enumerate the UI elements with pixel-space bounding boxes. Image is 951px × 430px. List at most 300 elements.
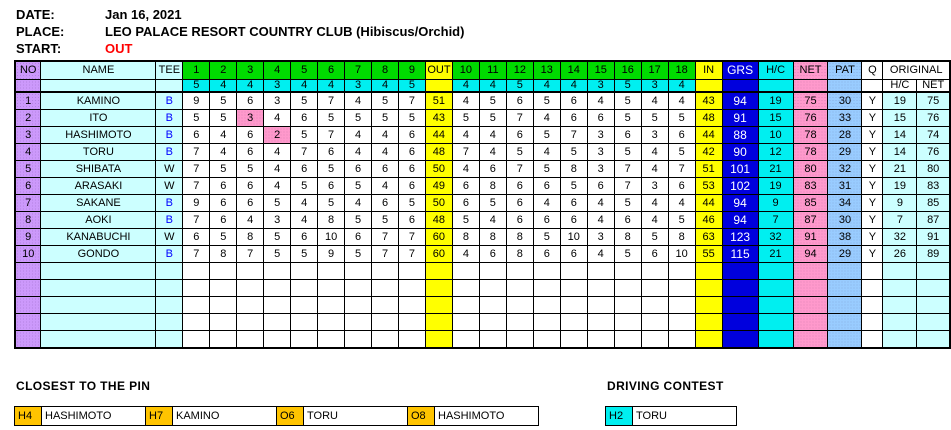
- empty-row: [15, 314, 950, 331]
- out-header: OUT: [425, 61, 452, 80]
- empty-score-cell: [533, 314, 560, 331]
- empty-score-cell: [398, 314, 425, 331]
- q-cell: Y: [862, 92, 883, 110]
- empty-score-cell: [560, 314, 587, 331]
- score-cell: 5: [560, 144, 587, 161]
- score-cell: 5: [479, 110, 506, 127]
- score-cell: 8: [237, 229, 264, 246]
- q-cell: Y: [862, 110, 883, 127]
- hole-header: 15: [587, 61, 614, 80]
- empty-score-cell: [210, 314, 237, 331]
- score-cell: 7: [452, 144, 479, 161]
- q-cell: Y: [862, 144, 883, 161]
- hole-header: 18: [668, 61, 695, 80]
- empty-score-cell: [264, 263, 291, 280]
- empty-pat-cell: [828, 297, 862, 314]
- empty-grs-cell: [722, 314, 758, 331]
- pat-cell: 38: [828, 229, 862, 246]
- empty-score-cell: [479, 331, 506, 349]
- driving-contest-strip: [605, 406, 737, 426]
- empty-q-cell: [862, 263, 883, 280]
- score-cell: 6: [345, 229, 372, 246]
- q-header: Q: [862, 61, 883, 80]
- orig-hc-cell: 7: [883, 212, 917, 229]
- player-row: [15, 110, 950, 127]
- score-cell: 7: [237, 246, 264, 263]
- score-cell: 10: [668, 246, 695, 263]
- player-row: [15, 246, 950, 263]
- empty-q-cell: [862, 314, 883, 331]
- empty-score-cell: [641, 314, 668, 331]
- empty-score-cell: [452, 263, 479, 280]
- player-no-cell: 7: [15, 195, 41, 212]
- empty-score-cell: [614, 331, 641, 349]
- score-cell: 6: [291, 229, 318, 246]
- in-cell: 44: [695, 127, 722, 144]
- out-cell: 48: [425, 144, 452, 161]
- empty-score-cell: [668, 280, 695, 297]
- par-cell: 4: [560, 80, 587, 93]
- score-cell: 6: [614, 212, 641, 229]
- score-cell: 3: [587, 127, 614, 144]
- hc-cell: 19: [758, 92, 793, 110]
- orig-hc-cell: 32: [883, 229, 917, 246]
- score-cell: 4: [372, 127, 399, 144]
- score-cell: 3: [587, 144, 614, 161]
- empty-score-cell: [641, 331, 668, 349]
- score-cell: 6: [237, 127, 264, 144]
- orig-net-subheader: NET: [917, 80, 950, 93]
- grs-cell: 94: [722, 195, 758, 212]
- player-no-cell: 10: [15, 246, 41, 263]
- tee-cell: B: [156, 127, 183, 144]
- score-cell: 5: [452, 212, 479, 229]
- hole-header: 5: [291, 61, 318, 80]
- par-cell: 4: [291, 80, 318, 93]
- hole-header: 14: [560, 61, 587, 80]
- contest-winner-name: TORU: [303, 406, 408, 426]
- score-cell: 2: [264, 127, 291, 144]
- score-cell: 8: [506, 246, 533, 263]
- empty-onet-cell: [917, 297, 950, 314]
- hole-header: 16: [614, 61, 641, 80]
- player-no-cell: 5: [15, 161, 41, 178]
- score-cell: 7: [398, 92, 425, 110]
- empty-score-cell: [345, 263, 372, 280]
- score-cell: 5: [318, 110, 345, 127]
- empty-score-cell: [264, 331, 291, 349]
- player-no-cell: 1: [15, 92, 41, 110]
- empty-score-cell: [560, 263, 587, 280]
- in-cell: 48: [695, 110, 722, 127]
- empty-score-cell: [641, 297, 668, 314]
- in-cell: 42: [695, 144, 722, 161]
- empty-grs-cell: [722, 263, 758, 280]
- score-cell: 5: [210, 110, 237, 127]
- score-cell: 6: [345, 161, 372, 178]
- hole-header: 10: [452, 61, 479, 80]
- name-header: NAME: [41, 61, 156, 80]
- score-cell: 5: [372, 110, 399, 127]
- score-cell: 5: [614, 246, 641, 263]
- empty-pat-cell: [828, 314, 862, 331]
- empty-score-cell: [398, 280, 425, 297]
- score-cell: 7: [614, 178, 641, 195]
- net-cell: 75: [793, 92, 828, 110]
- empty-tee-cell: [156, 263, 183, 280]
- empty-score-cell: [291, 280, 318, 297]
- contest-hole-tag: H7: [145, 406, 173, 426]
- empty-no-cell: [15, 314, 41, 331]
- score-cell: 6: [210, 212, 237, 229]
- empty-onet-cell: [917, 314, 950, 331]
- net-cell: 91: [793, 229, 828, 246]
- empty-score-cell: [210, 263, 237, 280]
- in-cell: 44: [695, 195, 722, 212]
- score-cell: 5: [210, 229, 237, 246]
- contests-section: [14, 379, 951, 426]
- empty-score-cell: [452, 314, 479, 331]
- orig-hc-cell: 26: [883, 246, 917, 263]
- driving-contest-title: DRIVING CONTEST: [607, 379, 724, 393]
- empty-score-cell: [506, 331, 533, 349]
- player-name-cell: KANABUCHI: [41, 229, 156, 246]
- orig-hc-subheader: H/C: [883, 80, 917, 93]
- score-cell: 8: [560, 161, 587, 178]
- net-header: NET: [793, 61, 828, 80]
- q-cell: Y: [862, 178, 883, 195]
- empty-onet-cell: [917, 331, 950, 349]
- score-cell: 5: [479, 195, 506, 212]
- score-cell: 5: [668, 144, 695, 161]
- score-cell: 5: [641, 229, 668, 246]
- score-cell: 5: [533, 127, 560, 144]
- q-cell: Y: [862, 229, 883, 246]
- score-cell: 6: [398, 212, 425, 229]
- empty-net-cell: [793, 280, 828, 297]
- score-cell: 8: [452, 229, 479, 246]
- score-cell: 4: [452, 161, 479, 178]
- hc-header: H/C: [758, 61, 793, 80]
- date-row: [16, 6, 951, 23]
- player-row: [15, 178, 950, 195]
- pat-cell: 32: [828, 161, 862, 178]
- out-cell: 50: [425, 195, 452, 212]
- score-cell: 6: [291, 161, 318, 178]
- empty-score-cell: [264, 314, 291, 331]
- empty-score-cell: [291, 297, 318, 314]
- orig-net-cell: 76: [917, 144, 950, 161]
- hc-cell: 10: [758, 127, 793, 144]
- score-cell: 5: [291, 246, 318, 263]
- empty-pat-cell: [828, 263, 862, 280]
- score-cell: 4: [452, 92, 479, 110]
- score-cell: 7: [614, 161, 641, 178]
- score-cell: 4: [452, 127, 479, 144]
- score-cell: 9: [183, 195, 210, 212]
- empty-ohc-cell: [883, 314, 917, 331]
- empty-score-cell: [614, 314, 641, 331]
- score-cell: 5: [237, 161, 264, 178]
- score-cell: 6: [668, 178, 695, 195]
- player-name-cell: HASHIMOTO: [41, 127, 156, 144]
- empty-score-cell: [479, 280, 506, 297]
- hc-cell: 32: [758, 229, 793, 246]
- score-cell: 8: [479, 178, 506, 195]
- score-cell: 4: [264, 161, 291, 178]
- score-cell: 6: [479, 161, 506, 178]
- empty-name-cell: [41, 331, 156, 349]
- out-cell: 43: [425, 110, 452, 127]
- score-cell: 4: [479, 212, 506, 229]
- pat-cell: 30: [828, 212, 862, 229]
- player-name-cell: SAKANE: [41, 195, 156, 212]
- par-cell: 4: [318, 80, 345, 93]
- par-cell: 4: [668, 80, 695, 93]
- empty-score-cell: [506, 263, 533, 280]
- score-cell: 4: [641, 212, 668, 229]
- score-cell: 4: [291, 195, 318, 212]
- score-cell: 6: [506, 195, 533, 212]
- score-cell: 3: [587, 229, 614, 246]
- place-value: LEO PALACE RESORT COUNTRY CLUB (Hibiscus/Orchid): [105, 24, 465, 39]
- empty-name-cell: [41, 263, 156, 280]
- contest-winner-name: TORU: [632, 406, 737, 426]
- empty-score-cell: [372, 314, 399, 331]
- empty-score-cell: [210, 280, 237, 297]
- empty-score-cell: [318, 297, 345, 314]
- empty-score-cell: [291, 263, 318, 280]
- tee-header: TEE: [156, 61, 183, 80]
- in-cell: 55: [695, 246, 722, 263]
- out-cell: 51: [425, 92, 452, 110]
- empty-score-cell: [641, 280, 668, 297]
- score-cell: 8: [318, 212, 345, 229]
- par-row: [15, 80, 950, 93]
- score-cell: 7: [183, 161, 210, 178]
- score-cell: 5: [641, 110, 668, 127]
- par-cell: 4: [533, 80, 560, 93]
- score-cell: 7: [183, 246, 210, 263]
- score-cell: 6: [533, 178, 560, 195]
- hole-header: 2: [210, 61, 237, 80]
- orig-net-cell: 85: [917, 195, 950, 212]
- empty-in-cell: [695, 280, 722, 297]
- empty-grs-cell: [722, 280, 758, 297]
- empty-score-cell: [345, 331, 372, 349]
- score-cell: 5: [614, 92, 641, 110]
- score-cell: 4: [668, 195, 695, 212]
- tee-cell: B: [156, 212, 183, 229]
- empty-name-cell: [41, 297, 156, 314]
- hc-cell: 21: [758, 246, 793, 263]
- empty-tee-cell: [156, 331, 183, 349]
- start-value: OUT: [105, 41, 133, 56]
- empty-grs-cell: [722, 331, 758, 349]
- score-cell: 7: [560, 127, 587, 144]
- score-cell: 4: [264, 178, 291, 195]
- par-cell: 4: [452, 80, 479, 93]
- par-cell: 3: [264, 80, 291, 93]
- score-cell: 5: [345, 212, 372, 229]
- score-cell: 5: [614, 144, 641, 161]
- empty-score-cell: [587, 263, 614, 280]
- q-cell: Y: [862, 212, 883, 229]
- tee-cell: W: [156, 161, 183, 178]
- date-value: Jan 16, 2021: [105, 7, 182, 22]
- score-cell: 4: [291, 212, 318, 229]
- player-row: [15, 144, 950, 161]
- empty-score-cell: [560, 280, 587, 297]
- score-cell: 5: [398, 110, 425, 127]
- out-cell: 60: [425, 246, 452, 263]
- pat-cell: 30: [828, 92, 862, 110]
- empty-score-cell: [372, 331, 399, 349]
- empty-row: [15, 331, 950, 349]
- empty-hc-cell: [758, 280, 793, 297]
- empty-row: [15, 280, 950, 297]
- header-row: [15, 61, 950, 80]
- contest-hole-tag: O6: [276, 406, 304, 426]
- score-cell: 6: [560, 195, 587, 212]
- empty-ohc-cell: [883, 297, 917, 314]
- empty-score-cell: [560, 297, 587, 314]
- par-pat-cell: [828, 80, 862, 93]
- score-cell: 3: [264, 212, 291, 229]
- empty-score-cell: [237, 297, 264, 314]
- score-cell: 6: [533, 246, 560, 263]
- empty-ohc-cell: [883, 280, 917, 297]
- score-cell: 6: [291, 110, 318, 127]
- score-cell: 6: [560, 92, 587, 110]
- empty-score-cell: [533, 297, 560, 314]
- score-cell: 5: [264, 229, 291, 246]
- score-cell: 6: [452, 178, 479, 195]
- net-cell: 83: [793, 178, 828, 195]
- score-cell: 4: [345, 92, 372, 110]
- score-cell: 6: [372, 161, 399, 178]
- score-cell: 9: [183, 92, 210, 110]
- empty-score-cell: [291, 331, 318, 349]
- empty-row: [15, 297, 950, 314]
- empty-pat-cell: [828, 280, 862, 297]
- empty-score-cell: [614, 297, 641, 314]
- score-cell: 6: [398, 178, 425, 195]
- empty-score-cell: [533, 280, 560, 297]
- score-cell: 5: [372, 92, 399, 110]
- score-cell: 4: [533, 144, 560, 161]
- empty-ohc-cell: [883, 331, 917, 349]
- player-row: [15, 195, 950, 212]
- par-cell: 4: [372, 80, 399, 93]
- empty-score-cell: [479, 263, 506, 280]
- score-cell: 6: [560, 246, 587, 263]
- empty-score-cell: [372, 297, 399, 314]
- score-cell: 6: [506, 127, 533, 144]
- empty-out-cell: [425, 297, 452, 314]
- player-no-cell: 8: [15, 212, 41, 229]
- score-cell: 6: [452, 195, 479, 212]
- score-cell: 5: [345, 246, 372, 263]
- pat-header: PAT: [828, 61, 862, 80]
- in-header: IN: [695, 61, 722, 80]
- contest-hole-tag: H2: [605, 406, 633, 426]
- grs-cell: 101: [722, 161, 758, 178]
- score-cell: 6: [533, 212, 560, 229]
- empty-score-cell: [452, 297, 479, 314]
- score-cell: 6: [398, 127, 425, 144]
- score-cell: 7: [398, 246, 425, 263]
- par-cell: 3: [587, 80, 614, 93]
- score-cell: 9: [318, 246, 345, 263]
- hole-header: 13: [533, 61, 560, 80]
- empty-score-cell: [210, 297, 237, 314]
- score-cell: 5: [614, 110, 641, 127]
- empty-pat-cell: [828, 331, 862, 349]
- grs-cell: 115: [722, 246, 758, 263]
- empty-score-cell: [587, 314, 614, 331]
- no-header: NO: [15, 61, 41, 80]
- empty-score-cell: [668, 297, 695, 314]
- score-cell: 4: [668, 92, 695, 110]
- par-cell: 5: [614, 80, 641, 93]
- in-cell: 43: [695, 92, 722, 110]
- out-cell: 48: [425, 212, 452, 229]
- grs-cell: 88: [722, 127, 758, 144]
- score-cell: 6: [237, 195, 264, 212]
- closest-pin-section: [14, 379, 539, 426]
- par-cell: 5: [398, 80, 425, 93]
- empty-score-cell: [506, 297, 533, 314]
- empty-score-cell: [318, 314, 345, 331]
- start-label: START:: [16, 41, 62, 56]
- score-cell: 6: [668, 127, 695, 144]
- empty-score-cell: [210, 331, 237, 349]
- q-cell: Y: [862, 161, 883, 178]
- contest-winner-name: KAMINO: [172, 406, 277, 426]
- score-cell: 5: [560, 178, 587, 195]
- score-cell: 4: [452, 246, 479, 263]
- net-cell: 87: [793, 212, 828, 229]
- grs-cell: 102: [722, 178, 758, 195]
- score-cell: 6: [237, 178, 264, 195]
- empty-score-cell: [237, 331, 264, 349]
- empty-tee-cell: [156, 314, 183, 331]
- hc-cell: 19: [758, 178, 793, 195]
- in-cell: 63: [695, 229, 722, 246]
- score-cell: 6: [560, 110, 587, 127]
- empty-hc-cell: [758, 314, 793, 331]
- score-cell: 5: [533, 161, 560, 178]
- score-cell: 5: [318, 161, 345, 178]
- out-cell: 49: [425, 178, 452, 195]
- contest-winner-name: HASHIMOTO: [41, 406, 146, 426]
- score-cell: 6: [560, 212, 587, 229]
- empty-onet-cell: [917, 280, 950, 297]
- empty-q-cell: [862, 280, 883, 297]
- empty-score-cell: [237, 314, 264, 331]
- score-cell: 5: [398, 195, 425, 212]
- empty-net-cell: [793, 314, 828, 331]
- tee-cell: B: [156, 246, 183, 263]
- empty-name-cell: [41, 314, 156, 331]
- pat-cell: 29: [828, 144, 862, 161]
- empty-net-cell: [793, 331, 828, 349]
- orig-net-cell: 89: [917, 246, 950, 263]
- in-cell: 51: [695, 161, 722, 178]
- player-name-cell: ARASAKI: [41, 178, 156, 195]
- pat-cell: 34: [828, 195, 862, 212]
